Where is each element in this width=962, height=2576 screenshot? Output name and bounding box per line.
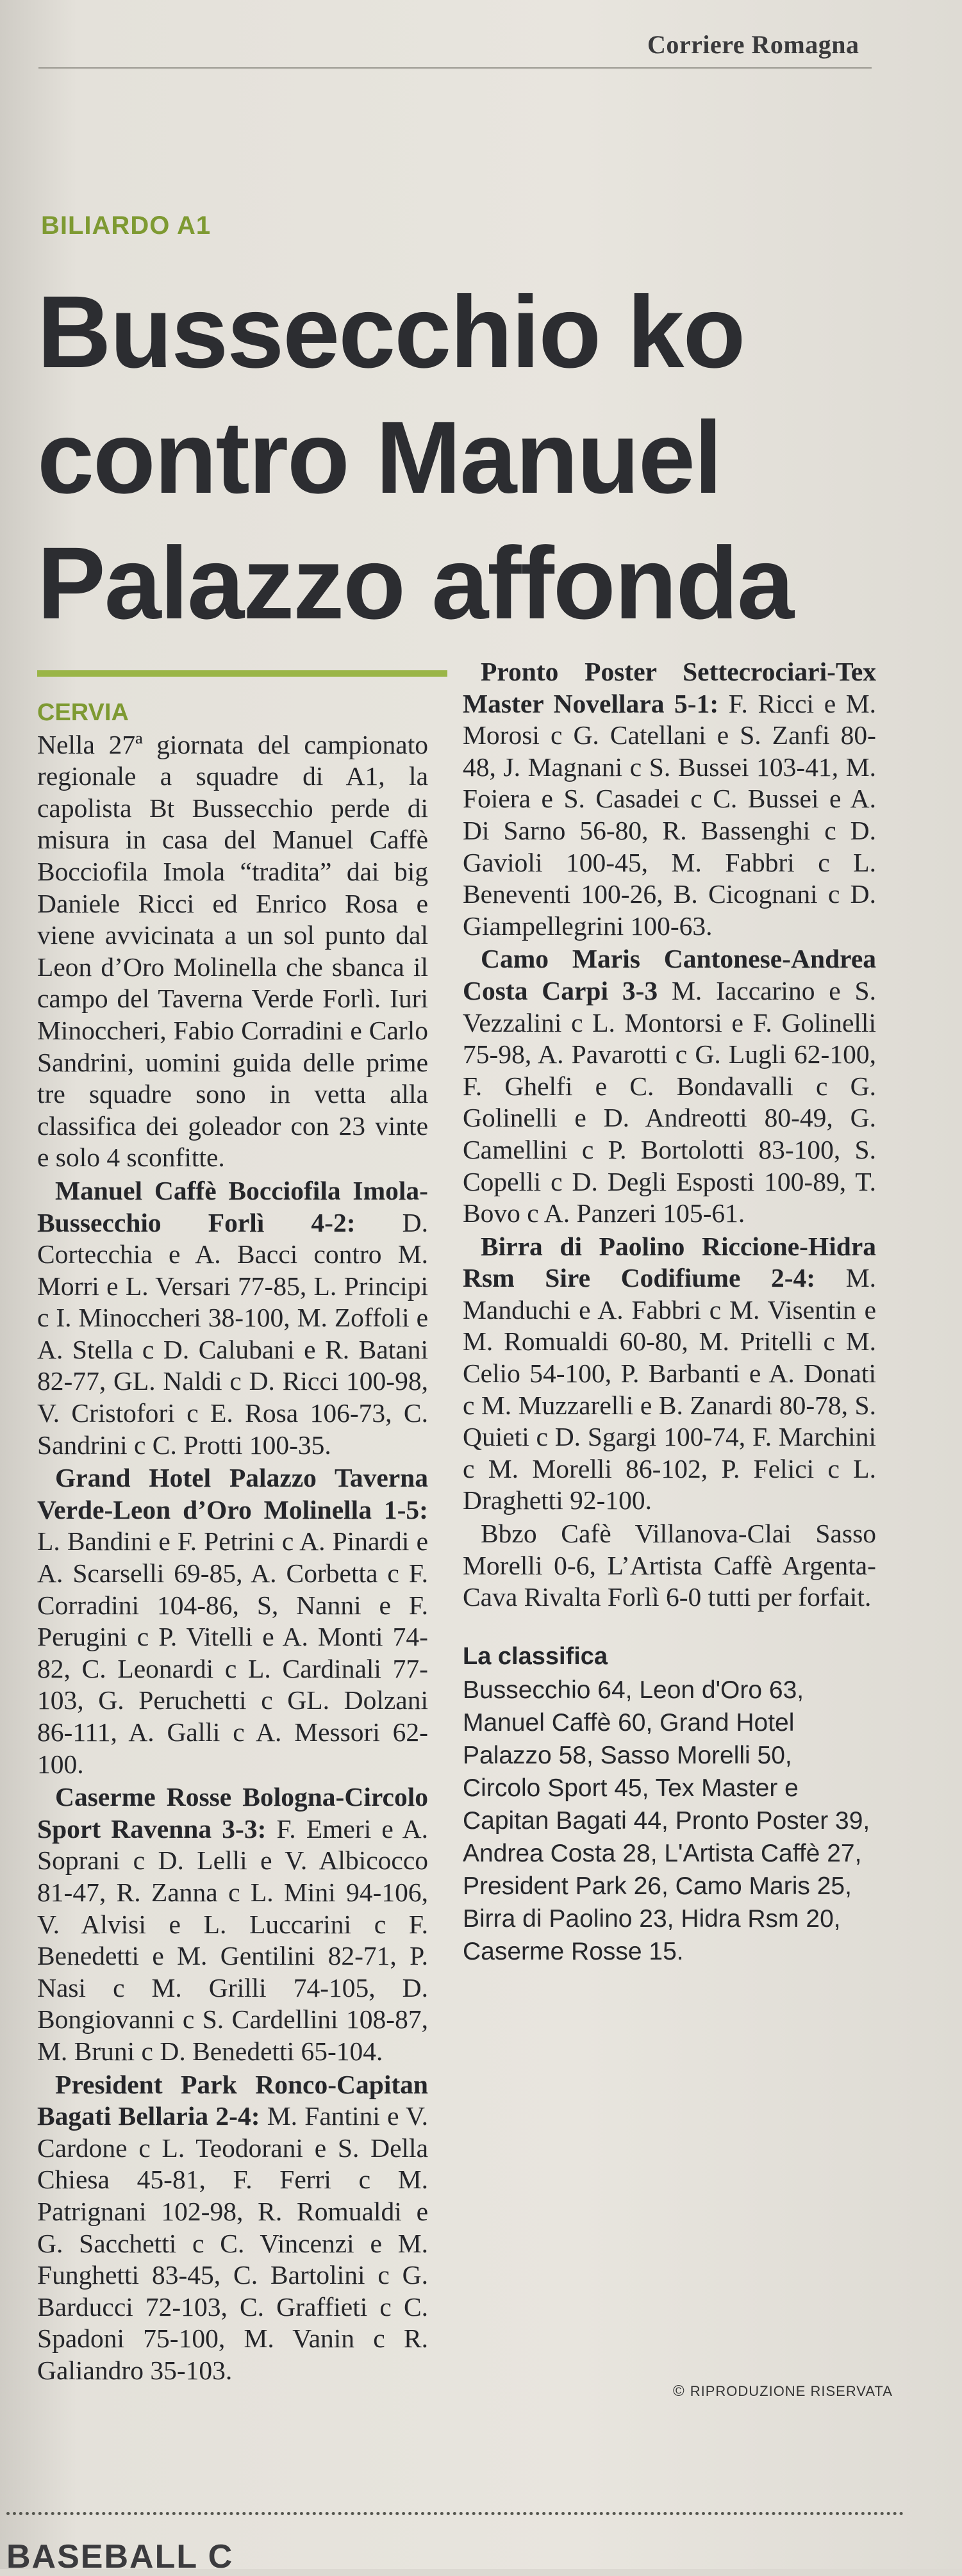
- standings-text: Bussecchio 64, Leon d'Oro 63, Manuel Caffè 60, Grand Hotel Palazzo 58, Sasso Morelli 50, Circolo Sport 45, Tex Master e Capitan Bagati 44, Pronto Poster 39, Andrea Costa 28, L'Artista Caffè 27, President Park 26, Camo Maris 25, Birra di Paolino 23, Hidra Rsm 20, Caserme Rosse 15.: [463, 1676, 870, 1965]
- green-divider: [37, 670, 447, 677]
- match-title: Manuel Caffè Bocciofila Imola-Bussecchio Forlì 4-2:: [37, 1175, 428, 1237]
- forfait-paragraph: Bbzo Cafè Villanova-Clai Sasso Morelli 0-6, L’Artista Caffè Argenta-Cava Rivalta Forlì 6-0 tutti per forfait.: [463, 1519, 876, 1612]
- article-column-1: [37, 697, 428, 2386]
- match-report: [37, 2069, 428, 2387]
- masthead: Corriere Romagna: [647, 30, 859, 59]
- match-title: Pronto Poster Settecrociari-Tex Master Novellara 5-1:: [463, 657, 876, 718]
- match-report: [37, 1462, 428, 1780]
- match-report: [463, 656, 876, 942]
- headline-line-3: Palazzo affonda: [37, 525, 793, 640]
- match-title: Camo Maris Cantonese-Andrea Costa Carpi 3-3: [463, 944, 876, 1005]
- headline: [37, 269, 870, 646]
- section-label: BILIARDO A1: [41, 211, 211, 240]
- intro-paragraph: Nella 27ª giornata del campionato regionale a squadre di A1, la capolista Bt Bussecchio perde di misura in casa del Manuel Caffè Bocciofila Imola “tradita” dai big Daniele Ricci ed Enrico Rosa e viene avvicinata a un sol punto dal Leon d’Oro Molinella che sbanca il campo del Taverna Verde Forlì. Iuri Minoccheri, Fabio Corradini e Carlo Sandrini, uomini guida delle prime tre squadre sono in vetta alla classifica dei goleador con 23 vinte e solo 4 sconfitte.: [37, 729, 428, 1173]
- copyright-icon: ©: [673, 2382, 685, 2400]
- match-title: Grand Hotel Palazzo Taverna Verde-Leon d’Oro Molinella 1-5:: [37, 1463, 428, 1524]
- dotted-divider: [6, 2512, 904, 2515]
- match-report: [37, 1781, 428, 2067]
- match-text: M. Iaccarino e S. Vezzalini c L. Montorsi e F. Golinelli 75-98, A. Pavarotti c G. Lugli 62-100, F. Ghelfi e C. Bondavalli c G. Golinelli e D. Andreotti 80-49, G. Camellini c P. Bortolotti 83-100, S. Copelli c D. Degli Esposti 100-89, T. Bovo c A. Panzeri 105-61.: [463, 975, 876, 1228]
- match-title: Caserme Rosse Bologna-Circolo Sport Ravenna 3-3:: [37, 1782, 428, 1844]
- next-section-label: BASEBALL C: [6, 2538, 234, 2575]
- dateline: CERVIA: [37, 699, 129, 726]
- copyright-notice: [673, 2382, 893, 2400]
- match-title: Birra di Paolino Riccione-Hidra Rsm Sire Codifiume 2-4:: [463, 1231, 876, 1293]
- headline-line-1: Bussecchio ko: [37, 274, 745, 389]
- match-text: F. Emeri e A. Soprani c D. Lelli e V. Albicocco 81-47, R. Zanna c L. Mini 94-106, V. Alvisi e L. Luccarini c F. Benedetti e M. Gentilini 82-71, P. Nasi c M. Grilli 74-105, D. Bongiovanni c S. Cardellini 108-87, M. Bruni c D. Benedetti 65-104.: [37, 1813, 428, 2066]
- standings-title: La classifica: [463, 1642, 608, 1670]
- match-text: F. Ricci e M. Morosi c G. Catellani e S. Zanfi 80-48, J. Magnani c S. Bussei 103-41, M. Foiera e S. Casadei c C. Bussei e A. Di Sarno 56-80, R. Bassenghi c D. Gavioli 100-45, M. Fabbri c L. Beneventi 100-26, B. Cicognani c D. Giampellegrini 100-63.: [463, 688, 876, 941]
- match-text: M. Fantini e V. Cardone c L. Teodorani e S. Della Chiesa 45-81, F. Ferri c M. Patrignani 102-98, R. Romualdi e G. Sacchetti c C. Vincenzi e M. Funghetti 83-45, C. Bartolini c G. Barducci 72-103, C. Graffieti c C. Spadoni 75-100, M. Vanin c R. Galiandro 35-103.: [37, 2101, 429, 2385]
- match-text: D. Cortecchia e A. Bacci contro M. Morri e L. Versari 77-85, L. Principi c I. Minoccheri 38-100, M. Zoffoli e A. Stella c D. Calubani e R. Batani 82-77, GL. Naldi c D. Ricci 100-98, V. Cristofori c E. Rosa 106-73, C. Sandrini c C. Protti 100-35.: [37, 1207, 428, 1460]
- match-text: M. Manduchi e A. Fabbri c M. Visentin e M. Romualdi 60-80, M. Pritelli c M. Celio 54-100, P. Barbanti e A. Donati c M. Muzzarelli e B. Zanardi 80-78, S. Quieti c D. Sgargi 100-74, F. Marchini c M. Morelli 86-102, P. Felici c L. Draghetti 92-100.: [463, 1263, 876, 1515]
- copyright-text: RIPRODUZIONE RISERVATA: [690, 2383, 893, 2399]
- headline-line-2: contro Manuel: [37, 400, 722, 515]
- top-rule: [38, 67, 872, 69]
- match-report: [37, 1175, 428, 1461]
- article-column-2: [463, 655, 876, 1968]
- match-title: President Park Ronco-Capitan Bagati Bellaria 2-4:: [37, 2069, 428, 2131]
- match-text: L. Bandini e F. Petrini c A. Pinardi e A. Scarselli 69-85, A. Corbetta c F. Corradini 104-86, S, Nanni e F. Perugini c P. Vitelli e A. Monti 74-82, C. Leonardi c L. Cardinali 77-103, G. Peruchetti c GL. Dolzani 86-111, A. Galli c A. Messori 62-100.: [37, 1526, 428, 1779]
- match-report: [463, 943, 876, 1229]
- match-report: [463, 1231, 876, 1517]
